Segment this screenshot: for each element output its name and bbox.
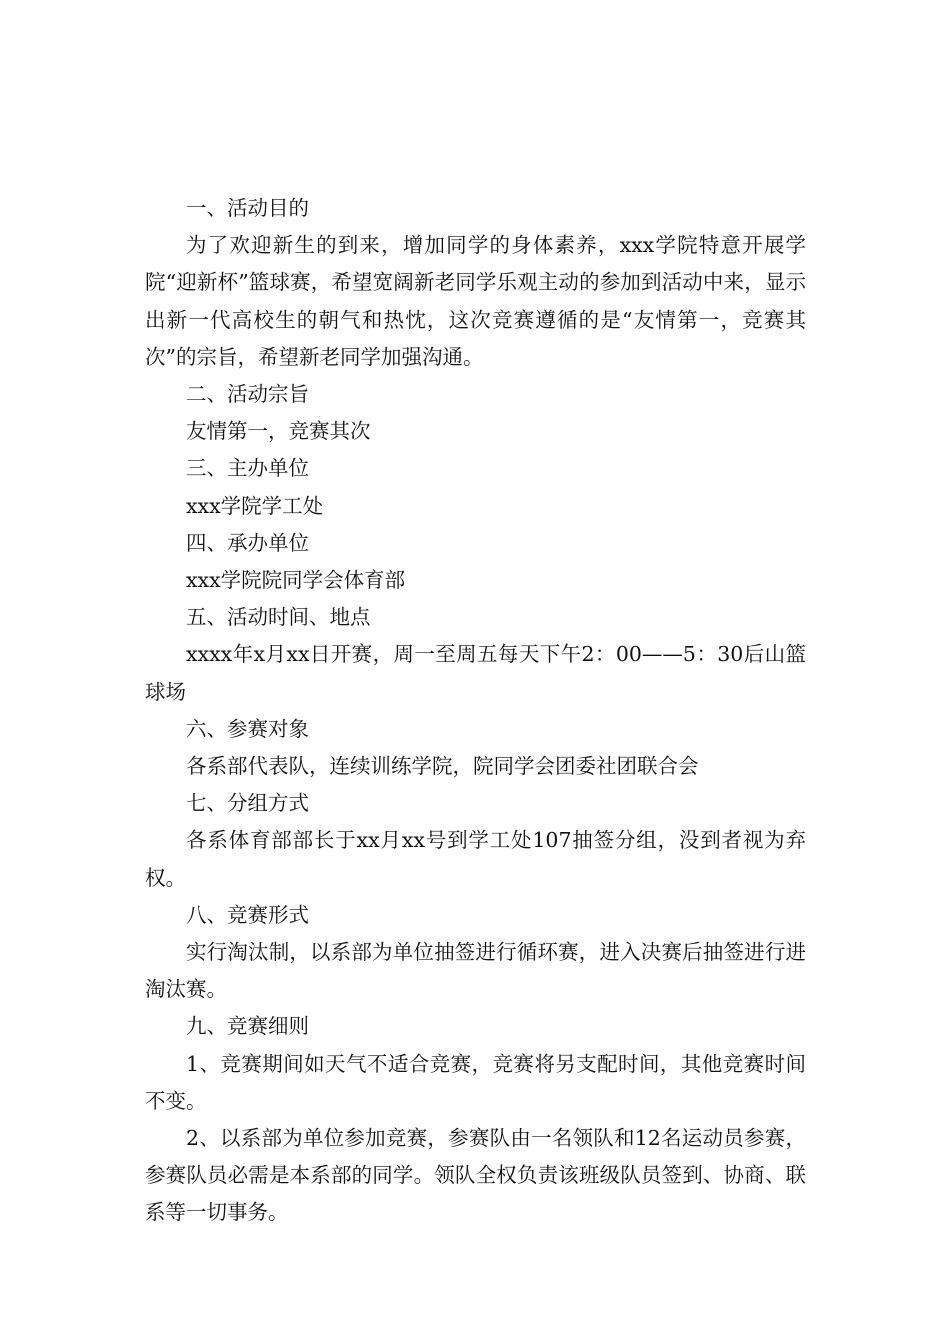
heading-format: 八、竞赛形式 [186,902,309,927]
paragraph-tenet: 友情第一，竞赛其次 [186,419,371,444]
paragraph-rule-2: 2、以系部为单位参加竞赛，参赛队由一名领队和12名运动员参赛，参赛队员必需是本系部的同学。领队全权负责该班级队员签到、协商、联系等一切事务。 [145,1126,806,1225]
heading-purpose: 一、活动目的 [186,196,309,220]
heading-co-organizer: 四、承办单位 [186,530,309,555]
heading-tenet: 二、活动宗旨 [186,382,309,407]
paragraph-organizer: xxx学院学工处 [186,493,324,518]
paragraph-rule-1: 1、竞赛期间如天气不适合竞赛，竞赛将另支配时间，其他竞赛时间不变。 [145,1051,806,1113]
heading-rules: 九、竞赛细则 [186,1014,309,1039]
paragraph-co-organizer: xxx学院院同学会体育部 [186,568,406,593]
paragraph-format: 实行淘汰制，以系部为单位抽签进行循环赛，进入决赛后抽签进行进淘汰赛。 [145,940,806,1002]
heading-time-place: 五、活动时间、地点 [186,605,371,630]
heading-organizer: 三、主办单位 [186,456,309,481]
paragraph-purpose: 为了欢迎新生的到来，增加同学的身体素养，xxx学院特意开展学院“迎新杯”篮球赛，希望宽阔新老同学乐观主动的参加到活动中来，显示出新一代高校生的朝气和热忱，这次竞赛遵循的是“友情第一，竞赛其次”的宗旨，希望新老同学加强沟通。 [145,233,806,369]
paragraph-participants: 各系部代表队，连续训练学院，院同学会团委社团联合会 [186,754,699,779]
heading-grouping: 七、分组方式 [186,791,309,816]
document-page [145,190,806,1232]
paragraph-grouping: 各系体育部部长于xx月xx号到学工处107抽签分组，没到者视为弃权。 [145,828,806,890]
heading-participants: 六、参赛对象 [186,716,309,741]
paragraph-time-place: xxxx年x月xx日开赛，周一至周五每天下午2：00——5：30后山篮球场 [145,642,806,704]
